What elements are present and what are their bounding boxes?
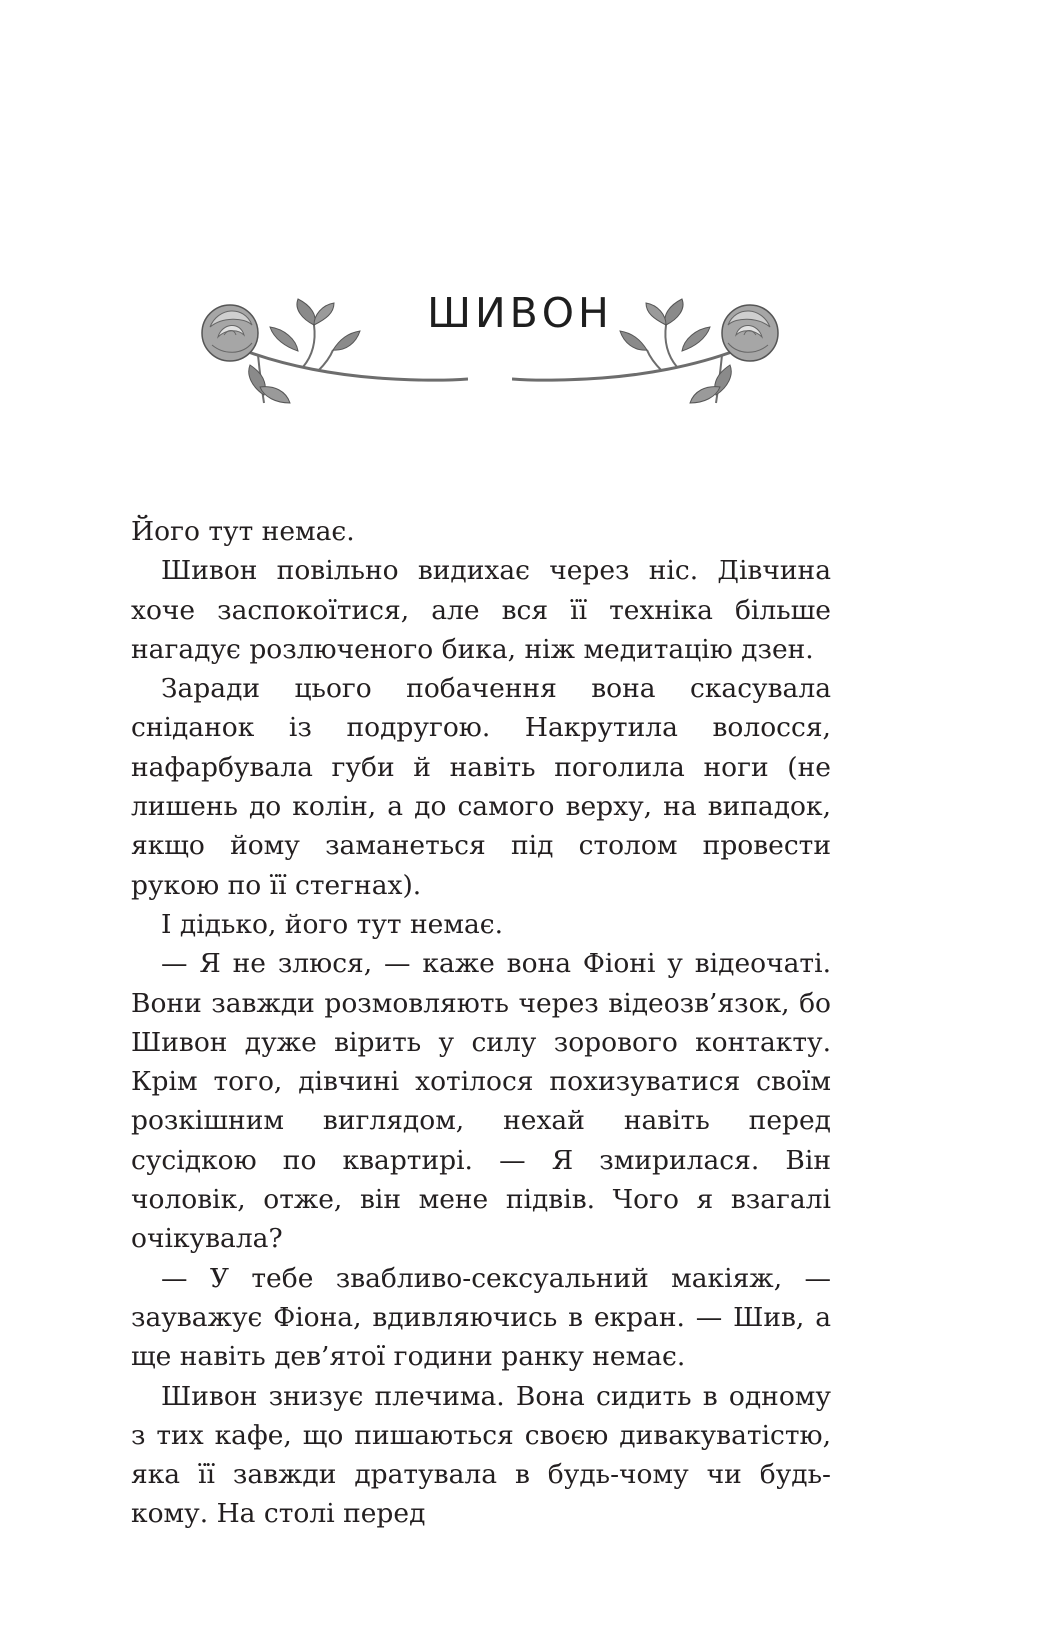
paragraph: Шивон знизує плечима. Вона сидить в одному з тих кафе, що пишаються своєю дивакуватістю, яка її завжди дратувала в будь-чому чи будь-кому. На столі перед — [131, 1380, 831, 1530]
paragraph: І дідько, його тут немає. — [161, 908, 504, 940]
paragraph: Заради цього побачення вона скасувала сніданок із подругою. Накрутила волосся, нафарбувала губи й навіть поголила ноги (не лишень до колін, а до самого верху, на випадок, якщо йому заманеться під столом провести рукою по її стегнах). — [131, 673, 831, 901]
paragraph: — Я не злюся, — каже вона Фіоні у відеочаті. Вони завжди розмовляють через відеозв’язок, бо Шивон дуже вірить у силу зорового контакту. Крім того, дівчині хотілося похизуватися своїм розкішним виглядом, нехай навіть перед сусідкою по квартирі. — Я змирилася. Він чоловік, отже, він мене підвів. Чого я взагалі очікувала? — [131, 948, 831, 1255]
chapter-title: ШИВОН — [427, 289, 613, 337]
rose-branch-right-icon — [512, 295, 782, 405]
paragraph: — У тебе звабливо-сексуальний макіяж, — зауважує Фіона, вдивляючись в екран. — Шив, а ще навіть дев’ятої години ранку немає. — [131, 1262, 831, 1373]
paragraph: Його тут немає. — [131, 516, 355, 547]
chapter-body — [131, 512, 831, 1534]
paragraph: Шивон повільно видихає через ніс. Дівчина хоче заспокоїтися, але вся її техніка більше нагадує розлюченого бика, ніж медитацію дзен. — [131, 555, 831, 665]
chapter-header — [0, 285, 1040, 415]
